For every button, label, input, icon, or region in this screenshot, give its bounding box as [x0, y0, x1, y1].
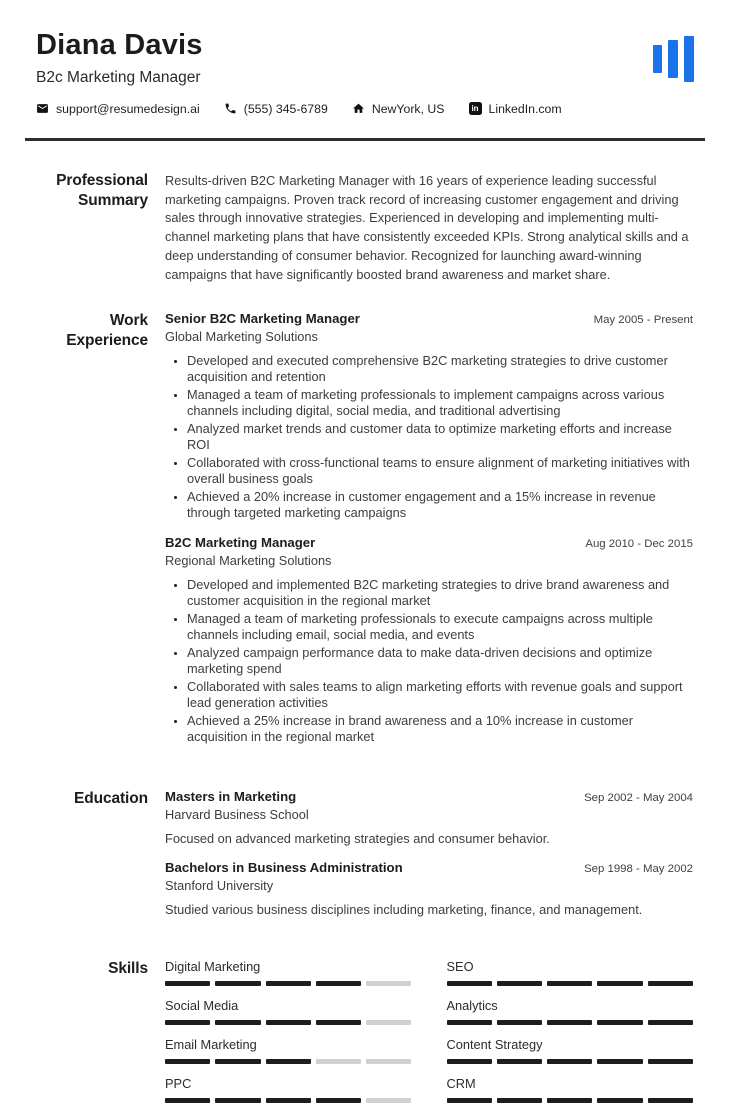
phone-icon	[224, 102, 237, 115]
resume-body	[0, 171, 730, 1103]
education-entry	[165, 789, 693, 846]
candidate-name: Diana Davis	[36, 29, 203, 61]
school-name: Harvard Business School	[165, 806, 309, 822]
header-divider	[25, 138, 705, 141]
education-entry	[165, 860, 693, 917]
bullet-item: • Analyzed campaign performance data to make data-driven decisions and optimize marketing spend	[187, 645, 693, 678]
contact-email-label: support@resumedesign.ai	[56, 101, 200, 116]
contact-phone-label: (555) 345-6789	[243, 101, 328, 116]
skill-level-bar	[165, 981, 412, 986]
skill-level-bar	[447, 1098, 694, 1103]
logo-bar-medium	[668, 40, 678, 78]
skill-item	[447, 959, 694, 986]
skill-name: PPC	[165, 1075, 192, 1091]
skill-name: Social Media	[165, 997, 239, 1013]
skill-item	[165, 1037, 412, 1064]
skill-item	[447, 1076, 694, 1103]
school-name: Stanford University	[165, 877, 274, 893]
skill-name: Digital Marketing	[165, 958, 261, 974]
skill-name: Email Marketing	[165, 1036, 257, 1052]
job-company: Global Marketing Solutions	[165, 328, 318, 344]
skills-grid	[165, 959, 693, 1103]
education-dates: Sep 2002 - May 2004	[584, 791, 693, 804]
resume-header	[0, 0, 730, 116]
home-icon	[352, 102, 365, 115]
bullet-item: • Analyzed market trends and customer data to optimize marketing efforts and increase ROI	[187, 421, 693, 454]
bullet-item: • Achieved a 25% increase in brand awareness and a 10% increase in customer acquisition in the regional market	[187, 713, 693, 746]
skill-name: CRM	[446, 1075, 476, 1091]
contact-row	[36, 102, 694, 116]
education-dates: Sep 1998 - May 2002	[584, 862, 693, 875]
skill-level-bar	[447, 1059, 694, 1064]
degree-title: Masters in Marketing	[165, 788, 297, 804]
skill-item	[165, 1076, 412, 1103]
skill-level-bar	[165, 1098, 412, 1103]
bullet-item: • Developed and executed comprehensive B2C marketing strategies to drive customer acquisition and retention	[187, 353, 693, 386]
bullet-item: • Collaborated with sales teams to align marketing efforts with revenue goals and support lead generation activities	[187, 679, 693, 712]
education-description: Focused on advanced marketing strategies and consumer behavior.	[165, 830, 550, 846]
skill-level-bar	[447, 981, 694, 986]
contact-email[interactable]	[36, 102, 200, 116]
degree-title: Bachelors in Business Administration	[165, 859, 403, 875]
summary-section-label: Professional Summary	[56, 171, 148, 210]
contact-phone[interactable]	[224, 102, 328, 116]
experience-section-label: Work Experience	[66, 311, 148, 349]
section-summary	[25, 171, 705, 285]
job-company: Regional Marketing Solutions	[165, 552, 332, 568]
contact-location-label: NewYork, US	[371, 101, 445, 116]
contact-linkedin[interactable]	[469, 102, 562, 116]
skill-name: SEO	[446, 958, 474, 974]
bullet-item: • Managed a team of marketing professionals to implement campaigns across various channels including digital, social media, and traditional advertising	[187, 387, 693, 420]
job-dates: May 2005 - Present	[593, 313, 693, 326]
logo-bar-short	[653, 45, 662, 73]
candidate-title: B2c Marketing Manager	[36, 68, 201, 86]
logo-bar-tall	[684, 36, 694, 82]
skill-item	[165, 998, 412, 1025]
job-entry	[165, 311, 693, 522]
contact-linkedin-label: LinkedIn.com	[488, 101, 562, 116]
skill-item	[447, 1037, 694, 1064]
skill-name: Content Strategy	[446, 1036, 543, 1052]
job-title: B2C Marketing Manager	[165, 534, 316, 550]
skill-item	[165, 959, 412, 986]
bullet-item: • Developed and implemented B2C marketing strategies to drive brand awareness and customer acquisition in the regional market	[187, 577, 693, 610]
job-dates: Aug 2010 - Dec 2015	[585, 537, 693, 550]
job-entry	[165, 535, 693, 746]
bullet-item: • Achieved a 20% increase in customer engagement and a 15% increase in revenue through targeted marketing campaigns	[187, 489, 693, 522]
section-skills	[25, 959, 705, 1103]
contact-location[interactable]	[352, 102, 445, 116]
section-experience	[25, 311, 705, 747]
skills-section-label: Skills	[108, 959, 148, 977]
education-section-label: Education	[73, 789, 148, 807]
brand-logo-bars-icon	[653, 36, 694, 82]
email-icon	[36, 102, 49, 115]
skill-item	[447, 998, 694, 1025]
skill-name: Analytics	[446, 997, 498, 1013]
job-title: Senior B2C Marketing Manager	[165, 310, 360, 326]
skill-level-bar	[165, 1059, 412, 1064]
linkedin-icon: in	[469, 102, 482, 115]
section-education	[25, 789, 705, 917]
summary-text: Results-driven B2C Marketing Manager with 16 years of experience leading successful marketing campaigns. Proven track record of increasing customer engagement and driving sales through innovative strategies. Experienced in developing and implementing multi-channel marketing plans that have consistently exceeded KPIs. Strong analytical skills and a deep understanding of consumer behavior. Recognized for launching award-winning campaigns that have significantly boosted brand awareness and market share.	[165, 172, 689, 282]
bullet-item: • Collaborated with cross-functional teams to ensure alignment of marketing initiatives with overall business goals	[187, 455, 693, 488]
job-bullet-list	[165, 353, 693, 522]
job-bullet-list	[165, 577, 693, 746]
bullet-item: • Managed a team of marketing professionals to execute campaigns across multiple channels including email, social media, and events	[187, 611, 693, 644]
education-description: Studied various business disciplines including marketing, finance, and management.	[165, 901, 643, 917]
